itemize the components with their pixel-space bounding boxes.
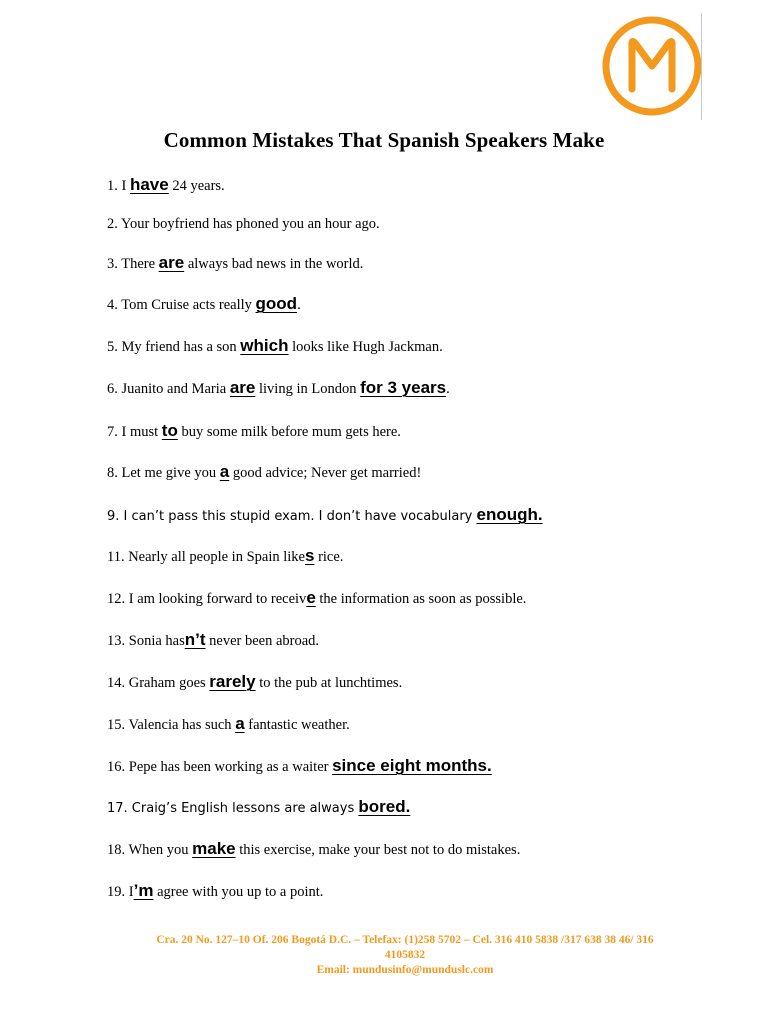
item-text: 6. Juanito and Maria [107, 381, 230, 397]
item-text: this exercise, make your best not to do mistakes. [235, 842, 521, 858]
logo-divider [701, 13, 702, 120]
mistake-highlight: a [219, 462, 230, 481]
item-text: fantastic weather. [244, 717, 350, 733]
item-text: agree with you up to a point. [153, 884, 324, 900]
list-item [107, 375, 450, 401]
mistake-highlight: are [229, 378, 256, 397]
item-text: 9. I can’t pass this stupid exam. I don’t have vocabulary [107, 509, 477, 524]
mundus-logo [601, 13, 705, 120]
page-title: Common Mistakes That Spanish Speakers Make [163, 128, 605, 152]
item-text: to the pub at lunchtimes. [255, 675, 403, 691]
list-item [107, 627, 319, 653]
item-text: the information as soon as possible. [315, 591, 527, 607]
item-text: buy some milk before mum gets here. [177, 424, 401, 440]
mistake-highlight: e [306, 588, 316, 607]
item-text: . [297, 297, 301, 313]
mistake-highlight: are [158, 253, 185, 272]
list-item [107, 711, 350, 737]
list-item [107, 836, 520, 862]
item-text: looks like Hugh Jackman. [288, 339, 443, 355]
item-text: 14. Graham goes [107, 675, 210, 691]
footer-address [110, 933, 700, 963]
mistake-highlight: which [240, 336, 289, 355]
item-text: 5. My friend has a son [107, 339, 241, 355]
mistake-highlight: since eight months. [332, 756, 492, 775]
footer-address-line2: 4105832 [384, 949, 426, 961]
item-text: 1. I [107, 178, 130, 194]
footer-address-line1: Cra. 20 No. 127–10 Of. 206 Bogotá D.C. – Telefax: (1)258 5702 – Cel. 316 410 5838 /317 638 38 46/ 316 [156, 934, 654, 946]
item-text: rice. [314, 549, 344, 565]
mistake-highlight: rarely [209, 672, 256, 691]
item-text: 19. I [107, 884, 134, 900]
item-text: 18. When you [107, 842, 193, 858]
list-item [107, 502, 543, 528]
item-text: 13. Sonia has [107, 633, 185, 649]
item-text: 3. There [107, 256, 159, 272]
mistake-highlight: enough. [476, 505, 543, 524]
item-text: 11. Nearly all people in Spain like [107, 549, 305, 565]
item-text: living in London [255, 381, 361, 397]
list-item [107, 250, 363, 276]
mistake-highlight: n’t [184, 630, 206, 649]
item-text: 16. Pepe has been working as a waiter [107, 759, 333, 775]
list-item [107, 878, 323, 904]
mistake-highlight: bored. [358, 797, 411, 816]
list-item [107, 172, 225, 198]
item-text: 7. I must [107, 424, 162, 440]
item-text: 4. Tom Cruise acts really [107, 297, 256, 313]
item-text: . [446, 381, 450, 397]
mistake-highlight: ’m [133, 881, 154, 900]
list-item [107, 211, 380, 237]
mistake-highlight: for 3 years [360, 378, 447, 397]
mistake-highlight: s [304, 546, 315, 565]
item-text: 17. Craig’s English lessons are always [107, 801, 359, 816]
footer-email: Email: mundusinfo@munduslc.com [316, 964, 494, 976]
item-text: 24 years. [168, 178, 225, 194]
mistake-highlight: a [235, 714, 245, 733]
item-text: 8. Let me give you [107, 465, 220, 481]
list-item [107, 669, 402, 695]
item-text: never been abroad. [205, 633, 320, 649]
list-item [107, 418, 401, 444]
item-text: 15. Valencia has such [107, 717, 236, 733]
mistake-highlight: have [129, 175, 169, 194]
item-text: good advice; Never get married! [229, 465, 422, 481]
item-text: always bad news in the world. [184, 256, 364, 272]
list-item [107, 585, 526, 611]
item-text: 12. I am looking forward to receiv [107, 591, 307, 607]
list-item [107, 753, 492, 779]
list-item [107, 794, 410, 820]
list-item [107, 459, 421, 485]
mistake-highlight: to [161, 421, 178, 440]
mistake-highlight: make [192, 839, 236, 858]
list-item [107, 333, 443, 359]
list-item [107, 291, 301, 317]
list-item [107, 543, 343, 569]
item-text: 2. Your boyfriend has phoned you an hour ago. [107, 216, 380, 232]
mistake-highlight: good [255, 294, 298, 313]
